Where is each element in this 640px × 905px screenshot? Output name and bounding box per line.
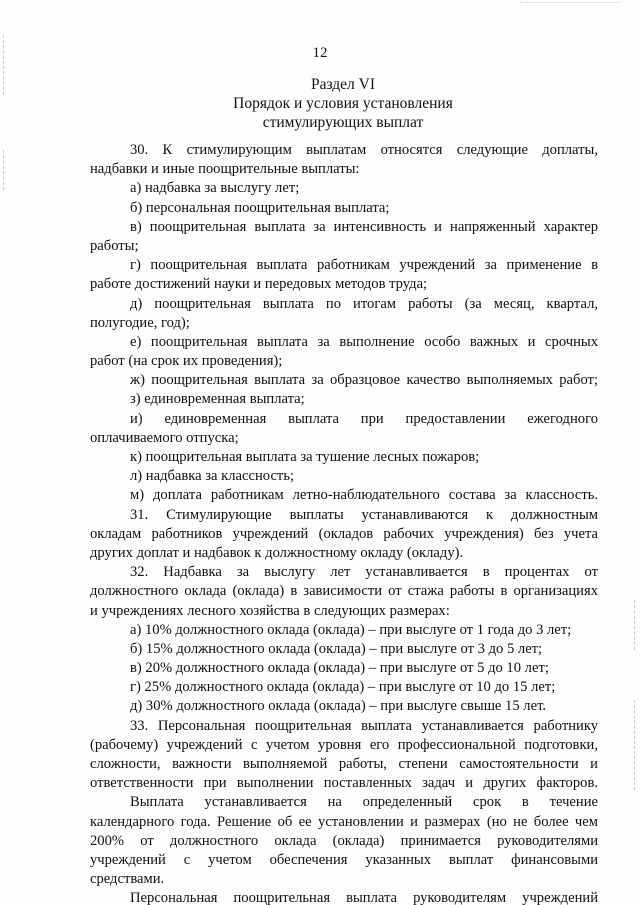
text-line: 31. Стимулирующие выплаты устанавливаются к должностным bbox=[130, 506, 598, 523]
list-item: л) надбавка за классность; bbox=[130, 468, 295, 485]
text-line: средствами. bbox=[90, 871, 165, 888]
list-item: к) поощрительная выплата за тушение лесных пожаров; bbox=[130, 449, 480, 465]
scan-edge-mark bbox=[3, 150, 5, 190]
text-line: надбавки и иные поощрительные выплаты: bbox=[90, 161, 360, 178]
scan-top-mark bbox=[520, 2, 620, 5]
list-item: в) поощрительная выплата за интенсивность и напряженный характер bbox=[130, 218, 598, 235]
text-line: работе достижений науки и передовых методов труда; bbox=[90, 276, 428, 293]
list-item: ж) поощрительная выплата за образцовое качество выполняемых работ; bbox=[130, 372, 598, 389]
section-title: Раздел VI bbox=[310, 76, 376, 93]
list-item: д) 30% должностного оклада (оклада) – при выслуге свыше 15 лет. bbox=[130, 698, 546, 715]
text-line: 33. Персональная поощрительная выплата устанавливается работнику bbox=[130, 717, 598, 734]
text-line: 32. Надбавка за выслугу лет устанавливается в процентах от bbox=[130, 564, 598, 581]
text-line: 30. К стимулирующим выплатам относятся следующие доплаты, bbox=[130, 142, 598, 158]
text-line: Персональная поощрительная выплата руководителям учреждений bbox=[130, 890, 598, 905]
list-item: г) поощрительная выплата работникам учреждений за применение в bbox=[130, 257, 598, 274]
text-line: работ (на срок их проведения); bbox=[90, 353, 283, 370]
text-line: учреждений с учетом обеспечения указанных выплат финансовыми bbox=[90, 851, 598, 868]
list-item: б) персональная поощрительная выплата; bbox=[130, 199, 390, 216]
text-line: календарного года. Решение об ее установлении и размерах (но не более чем bbox=[90, 813, 598, 830]
list-item: и) единовременная выплата при предоставлении ежегодного bbox=[130, 410, 598, 427]
text-line: Выплата устанавливается на определенный срок в течение bbox=[130, 794, 598, 811]
text-line: сложности, важности выполняемой работы, степени самостоятельности и bbox=[90, 756, 598, 772]
text-line: ответственности при выполнении поставленных задач и других факторов. bbox=[90, 775, 598, 792]
list-item: м) доплата работникам летно-наблюдательного состава за классность. bbox=[130, 487, 598, 504]
text-line: (рабочему) учреждений с учетом уровня его профессиональной подготовки, bbox=[90, 736, 598, 753]
list-item: в) 20% должностного оклада (оклада) – при выслуге от 5 до 10 лет; bbox=[130, 660, 549, 677]
page-number: 12 bbox=[312, 45, 328, 61]
text-line: работы; bbox=[90, 237, 139, 254]
document-body bbox=[90, 141, 598, 905]
text-line: оплачиваемого отпуска; bbox=[90, 429, 239, 446]
text-line: 200% от должностного оклада (оклада) принимается руководителями bbox=[90, 832, 598, 849]
list-item: а) 10% должностного оклада (оклада) – при выслуге от 1 года до 3 лет; bbox=[130, 621, 572, 638]
section-subtitle-line-2: стимулирующих выплат bbox=[262, 114, 424, 131]
list-item: е) поощрительная выплата за выполнение особо важных и срочных bbox=[130, 333, 598, 350]
text-line: окладам работников учреждений (окладов рабочих учреждения) без учета bbox=[90, 525, 598, 542]
list-item: а) надбавка за выслугу лет; bbox=[130, 180, 300, 197]
list-item: д) поощрительная выплата по итогам работы (за месяц, квартал, bbox=[130, 295, 598, 312]
list-item: з) единовременная выплата; bbox=[130, 391, 305, 408]
scan-edge-mark bbox=[634, 600, 636, 650]
text-line: должностного оклада (оклада) в зависимости от стажа работы в организациях bbox=[90, 583, 598, 600]
list-item: г) 25% должностного оклада (оклада) – при выслуге от 10 до 15 лет; bbox=[130, 679, 556, 696]
text-line: полугодие, год); bbox=[90, 314, 190, 331]
text-line: и учреждениях лесного хозяйства в следующих размерах: bbox=[90, 602, 450, 619]
scan-edge-mark bbox=[634, 700, 636, 790]
text-line: других доплат и надбавок к должностному окладу (окладу). bbox=[90, 544, 464, 561]
list-item: б) 15% должностного оклада (оклада) – при выслуге от 3 до 5 лет; bbox=[130, 640, 543, 657]
section-subtitle-line-1: Порядок и условия установления bbox=[233, 95, 453, 112]
